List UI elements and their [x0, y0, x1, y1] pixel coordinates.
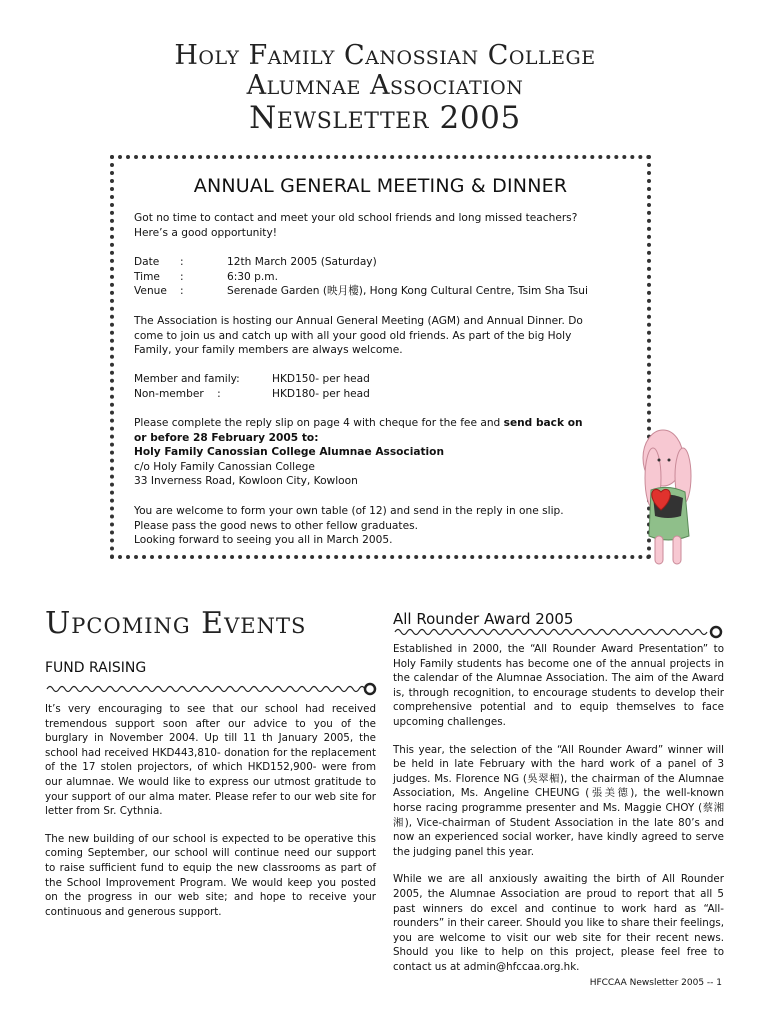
detail-sep: : [180, 285, 184, 298]
bunny-illustration [623, 418, 723, 578]
agm-intro-line1: Got no time to contact and meet your old school friends and long missed teachers? [134, 212, 578, 224]
address-line: 33 Inverness Road, Kowloon City, Kowloon [134, 475, 358, 488]
agm-intro-line2: Here’s a good opportunity! [134, 226, 277, 239]
agm-intro [134, 211, 577, 240]
reply-deadline-date: or before 28 February 2005 to: [134, 431, 319, 444]
fee-label: Non-member : [134, 387, 221, 400]
wave-divider [45, 679, 380, 697]
fund-paragraph: The new building of our school is expected to be operative this coming September, our school will continue need our support to raise sufficient fund to equip the new classrooms as part of the School Improvement Program. We would keep you posted on the progress in our web site; and hope to receive your continuous and generous support. [45, 832, 376, 918]
award-body [393, 642, 724, 987]
agm-closing [134, 504, 564, 548]
page-footer: HFCCAA Newsletter 2005 -- 1 [589, 978, 722, 988]
fee-row-nonmember [134, 387, 370, 402]
reply-deadline: send back on [503, 417, 583, 429]
agm-title: ANNUAL GENERAL MEETING & DINNER [193, 175, 568, 197]
fee-row-member [134, 372, 370, 387]
address-org: Holy Family Canossian College Alumnae Association [134, 446, 444, 459]
wave-divider [393, 622, 728, 640]
agm-box [110, 155, 651, 559]
fund-raising-body [45, 702, 376, 932]
closing-line: Looking forward to seeing you all in March 2005. [134, 534, 393, 547]
detail-label: Date [134, 256, 160, 268]
org-title: Holy Family Canossian College [174, 40, 596, 71]
detail-label: Time [134, 270, 160, 283]
detail-sep: : [180, 256, 184, 268]
detail-label: Venue [134, 285, 167, 298]
agm-para2 [134, 314, 583, 358]
fund-paragraph: It’s very encouraging to see that our school had received tremendous support soon after our advice to you of the burglary in November 2004. Up till 11 th January 2005, the school had received HKD443,810- donation for the replacement of the 17 stolen projectors, of which HKD152,900- were from our alumnae. We would like to express our utmost gratitude to your support of our alma mater. Please refer to our web site for letter from Sr. Cythnia. [45, 703, 376, 818]
award-paragraph: While we are all anxiously awaiting the birth of All Rounder 2005, the Alumnae Association are proud to report that all 5 past winners do excel and continue to work hard as “All-rounders” in their career. Should you like to share their feelings, you are welcome to visit our web site for their recent news. Should you like to help on this project, please feel free to contact us at admin@hfccaa.org.hk. [393, 873, 724, 973]
upcoming-events-title: Upcoming Events [45, 606, 307, 641]
agm-fees [134, 372, 370, 401]
reply-text: Please complete the reply slip on page 4 with cheque for the fee and [134, 417, 504, 429]
agm-details [134, 255, 588, 299]
award-paragraph: This year, the selection of the “All Rounder Award” winner will be held in late February with the hard work of a panel of 3 judges. Ms. Florence NG (吳翠楣), the chairman of the Alumnae Association, Ms. Angeline CHEUNG (張美德), the well-known horse racing programme presenter and Ms. Maggie CHOY (蔡湘湘), Vice-chairman of Student Association in the late 80’s and now an experienced social worker, have kindly agreed to serve the judging panel this year. [393, 743, 724, 858]
agm-para2-line3: Family, your family members are always welcome. [134, 344, 403, 357]
agm-para2-line2: come to join us and catch up with all your good old friends. As part of the big Holy [134, 329, 572, 342]
detail-row-time [134, 270, 588, 285]
fee-value: HKD180- per head [272, 387, 370, 400]
detail-value: 12th March 2005 (Saturday) [227, 256, 377, 268]
award-paragraph: Established in 2000, the “All Rounder Award Presentation” to Holy Family students has become one of the annual projects in the calendar of the Alumnae Association. The aim of the Award is, through recognition, to encourage students to develop their comprehensive potential and to equip themselves to face upcoming challenges. [393, 643, 724, 728]
detail-value: Serenade Garden (映月樓), Hong Kong Cultural Centre, Tsim Sha Tsui [227, 285, 588, 298]
closing-line: You are welcome to form your own table (of 12) and send in the reply in one slip. [134, 505, 564, 517]
agm-para2-line1: The Association is hosting our Annual General Meeting (AGM) and Annual Dinner. Do [134, 315, 583, 327]
award-title: All Rounder Award 2005 [393, 610, 574, 628]
fee-label: Member and family: [134, 373, 240, 385]
newsletter-title: Newsletter 2005 [249, 100, 521, 136]
agm-reply [134, 416, 583, 489]
detail-row-date [134, 255, 588, 270]
association-title: Alumnae Association [246, 70, 524, 101]
closing-line: Please pass the good news to other fellow graduates. [134, 519, 418, 532]
address-line: c/o Holy Family Canossian College [134, 460, 315, 473]
detail-row-venue [134, 284, 588, 299]
detail-value: 6:30 p.m. [227, 270, 278, 283]
detail-sep: : [180, 270, 184, 283]
fund-raising-title: FUND RAISING [45, 660, 147, 676]
fee-value: HKD150- per head [272, 373, 370, 385]
